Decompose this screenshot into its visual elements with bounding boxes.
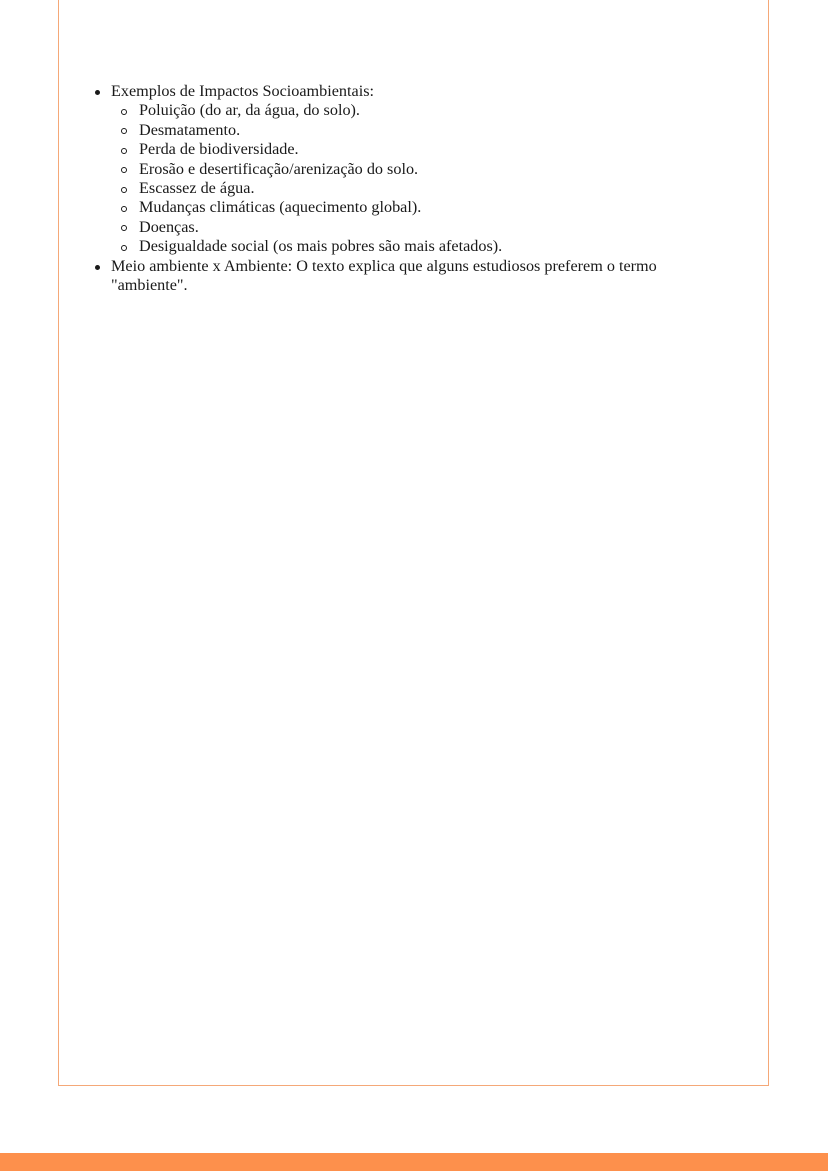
list-item-text: Exemplos de Impactos Socioambientais: [111,82,374,100]
footer-accent-bar [0,1153,828,1171]
sub-bullet-list [111,101,710,256]
sub-list-item: Desigualdade social (os mais pobres são mais afetados). [111,237,710,256]
document-content [90,82,710,295]
sub-list-item: Perda de biodiversidade. [111,140,710,159]
sub-list-item: Doenças. [111,218,710,237]
bullet-list [90,82,710,295]
sub-list-item: Desmatamento. [111,121,710,140]
sub-list-item: Mudanças climáticas (aquecimento global). [111,198,710,217]
sub-list-item: Poluição (do ar, da água, do solo). [111,101,710,120]
list-item [90,82,710,257]
sub-list-item: Escassez de água. [111,179,710,198]
sub-list-item: Erosão e desertificação/arenização do solo. [111,160,710,179]
list-item-text: Meio ambiente x Ambiente: O texto explica que alguns estudiosos preferem o termo "ambiente". [111,256,657,295]
list-item [90,257,710,296]
